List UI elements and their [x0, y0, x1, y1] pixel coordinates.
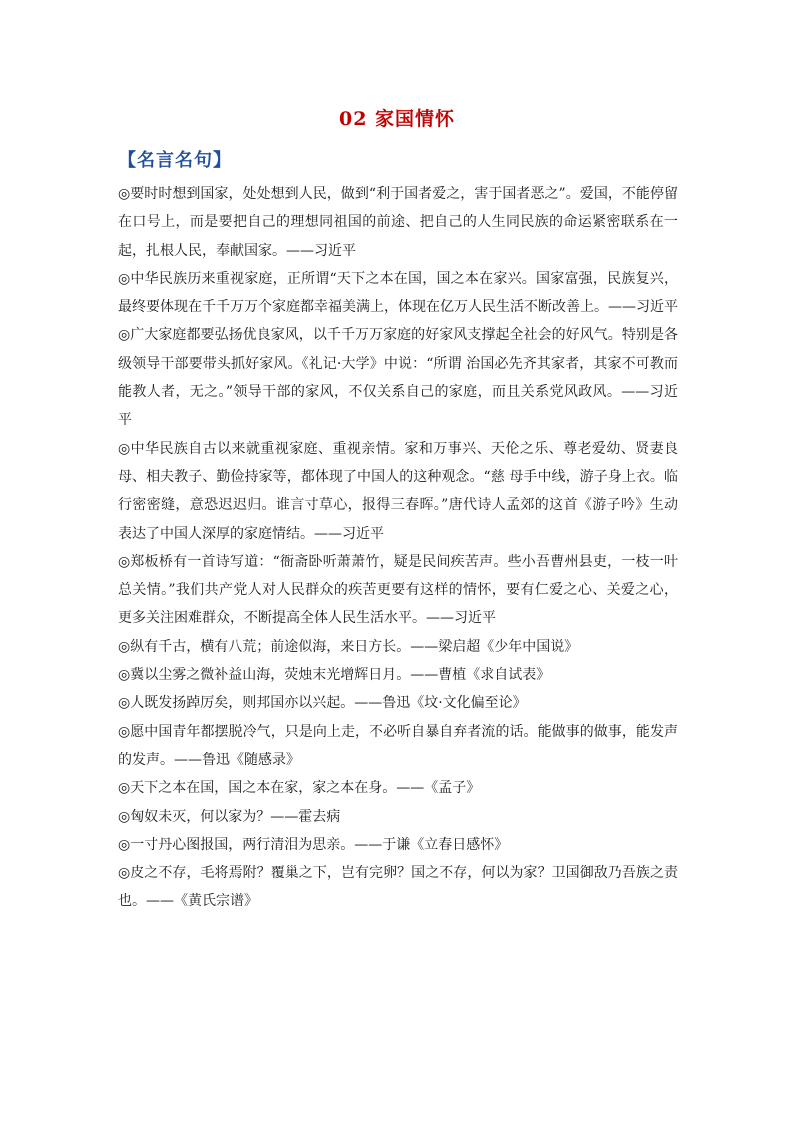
quote-item: ◎广大家庭都要弘扬优良家风，以千千万万家庭的好家风支撑起全社会的好风气。特别是各级领导干部要带头抓好家风。《礼记·大学》中说：“所谓 治国必先齐其家者，其家不可教而能教人者，无之。”领导干部的家风，不仅关系自己的家庭，而且关系党风政风。——习近平: [118, 327, 678, 429]
quote-item: ◎人既发扬踔厉矣，则邦国亦以兴起。——鲁迅《坟·文化偏至论》: [118, 695, 527, 712]
quote-item: ◎天下之本在国，国之本在家，家之本在身。——《孟子》: [118, 780, 481, 797]
quote-item: ◎一寸丹心图报国，两行清泪为思亲。——于谦《立春日感怀》: [118, 836, 509, 853]
quote-item: ◎冀以尘雾之微补益山海，荧烛末光增辉日月。——曹植《求自试表》: [118, 667, 551, 684]
quote-item: ◎中华民族历来重视家庭，正所谓“天下之本在国，国之本在家兴。国家富强，民族复兴，最终要体现在千千万万个家庭都幸福美满上，体现在亿万人民生活不断改善上。——习近平: [118, 270, 678, 316]
quote-item: ◎郑板桥有一首诗写道：“衙斋卧听萧萧竹，疑是民间疾苦声。些小吾曹州县吏，一枝一叶总关情。”我们共产党人对人民群众的疾苦更要有这样的情怀，要有仁爱之心、关爱之心，更多关注困难群众，不断提高全体人民生活水平。——习近平: [118, 553, 678, 627]
section-heading: 【名言名句】: [118, 150, 232, 171]
quote-item: ◎纵有千古，横有八荒；前途似海，来日方长。——梁启超《少年中国说》: [118, 638, 579, 655]
quote-item: ◎皮之不存，毛将焉附？覆巢之下，岂有完卵？国之不存，何以为家？卫国御敌乃吾族之责也。——《黄氏宗谱》: [118, 865, 678, 910]
quote-item: ◎匈奴未灭，何以家为？——霍去病: [118, 808, 341, 825]
quote-item: ◎要时时想到国家，处处想到人民，做到“利于国者爱之，害于国者恶之”。爱国，不能停留在口号上，而是要把自己的理想同祖国的前途、把自己的人生同民族的命运紧密联系在一起，扎根人民，奉献国家。——习近平: [118, 186, 678, 259]
quote-item: ◎中华民族自古以来就重视家庭、重视亲情。家和万事兴、天伦之乐、尊老爱幼、贤妻良母、相夫教子、勤俭持家等，都体现了中国人的这种观念。“慈 母手中线，游子身上衣。临行密密缝，意恐迟迟归。谁言寸草心，报得三春晖。”唐代诗人孟郊的这首《游子吟》生动表达了中国人深厚的家庭情结。——习近平: [118, 440, 678, 542]
quote-item: ◎愿中国青年都摆脱冷气，只是向上走，不必听自暴自弃者流的话。能做事的做事，能发声的发声。——鲁迅《随感录》: [118, 723, 678, 768]
quote-list: [118, 180, 678, 916]
document-title: 02 家国情怀: [338, 108, 456, 130]
